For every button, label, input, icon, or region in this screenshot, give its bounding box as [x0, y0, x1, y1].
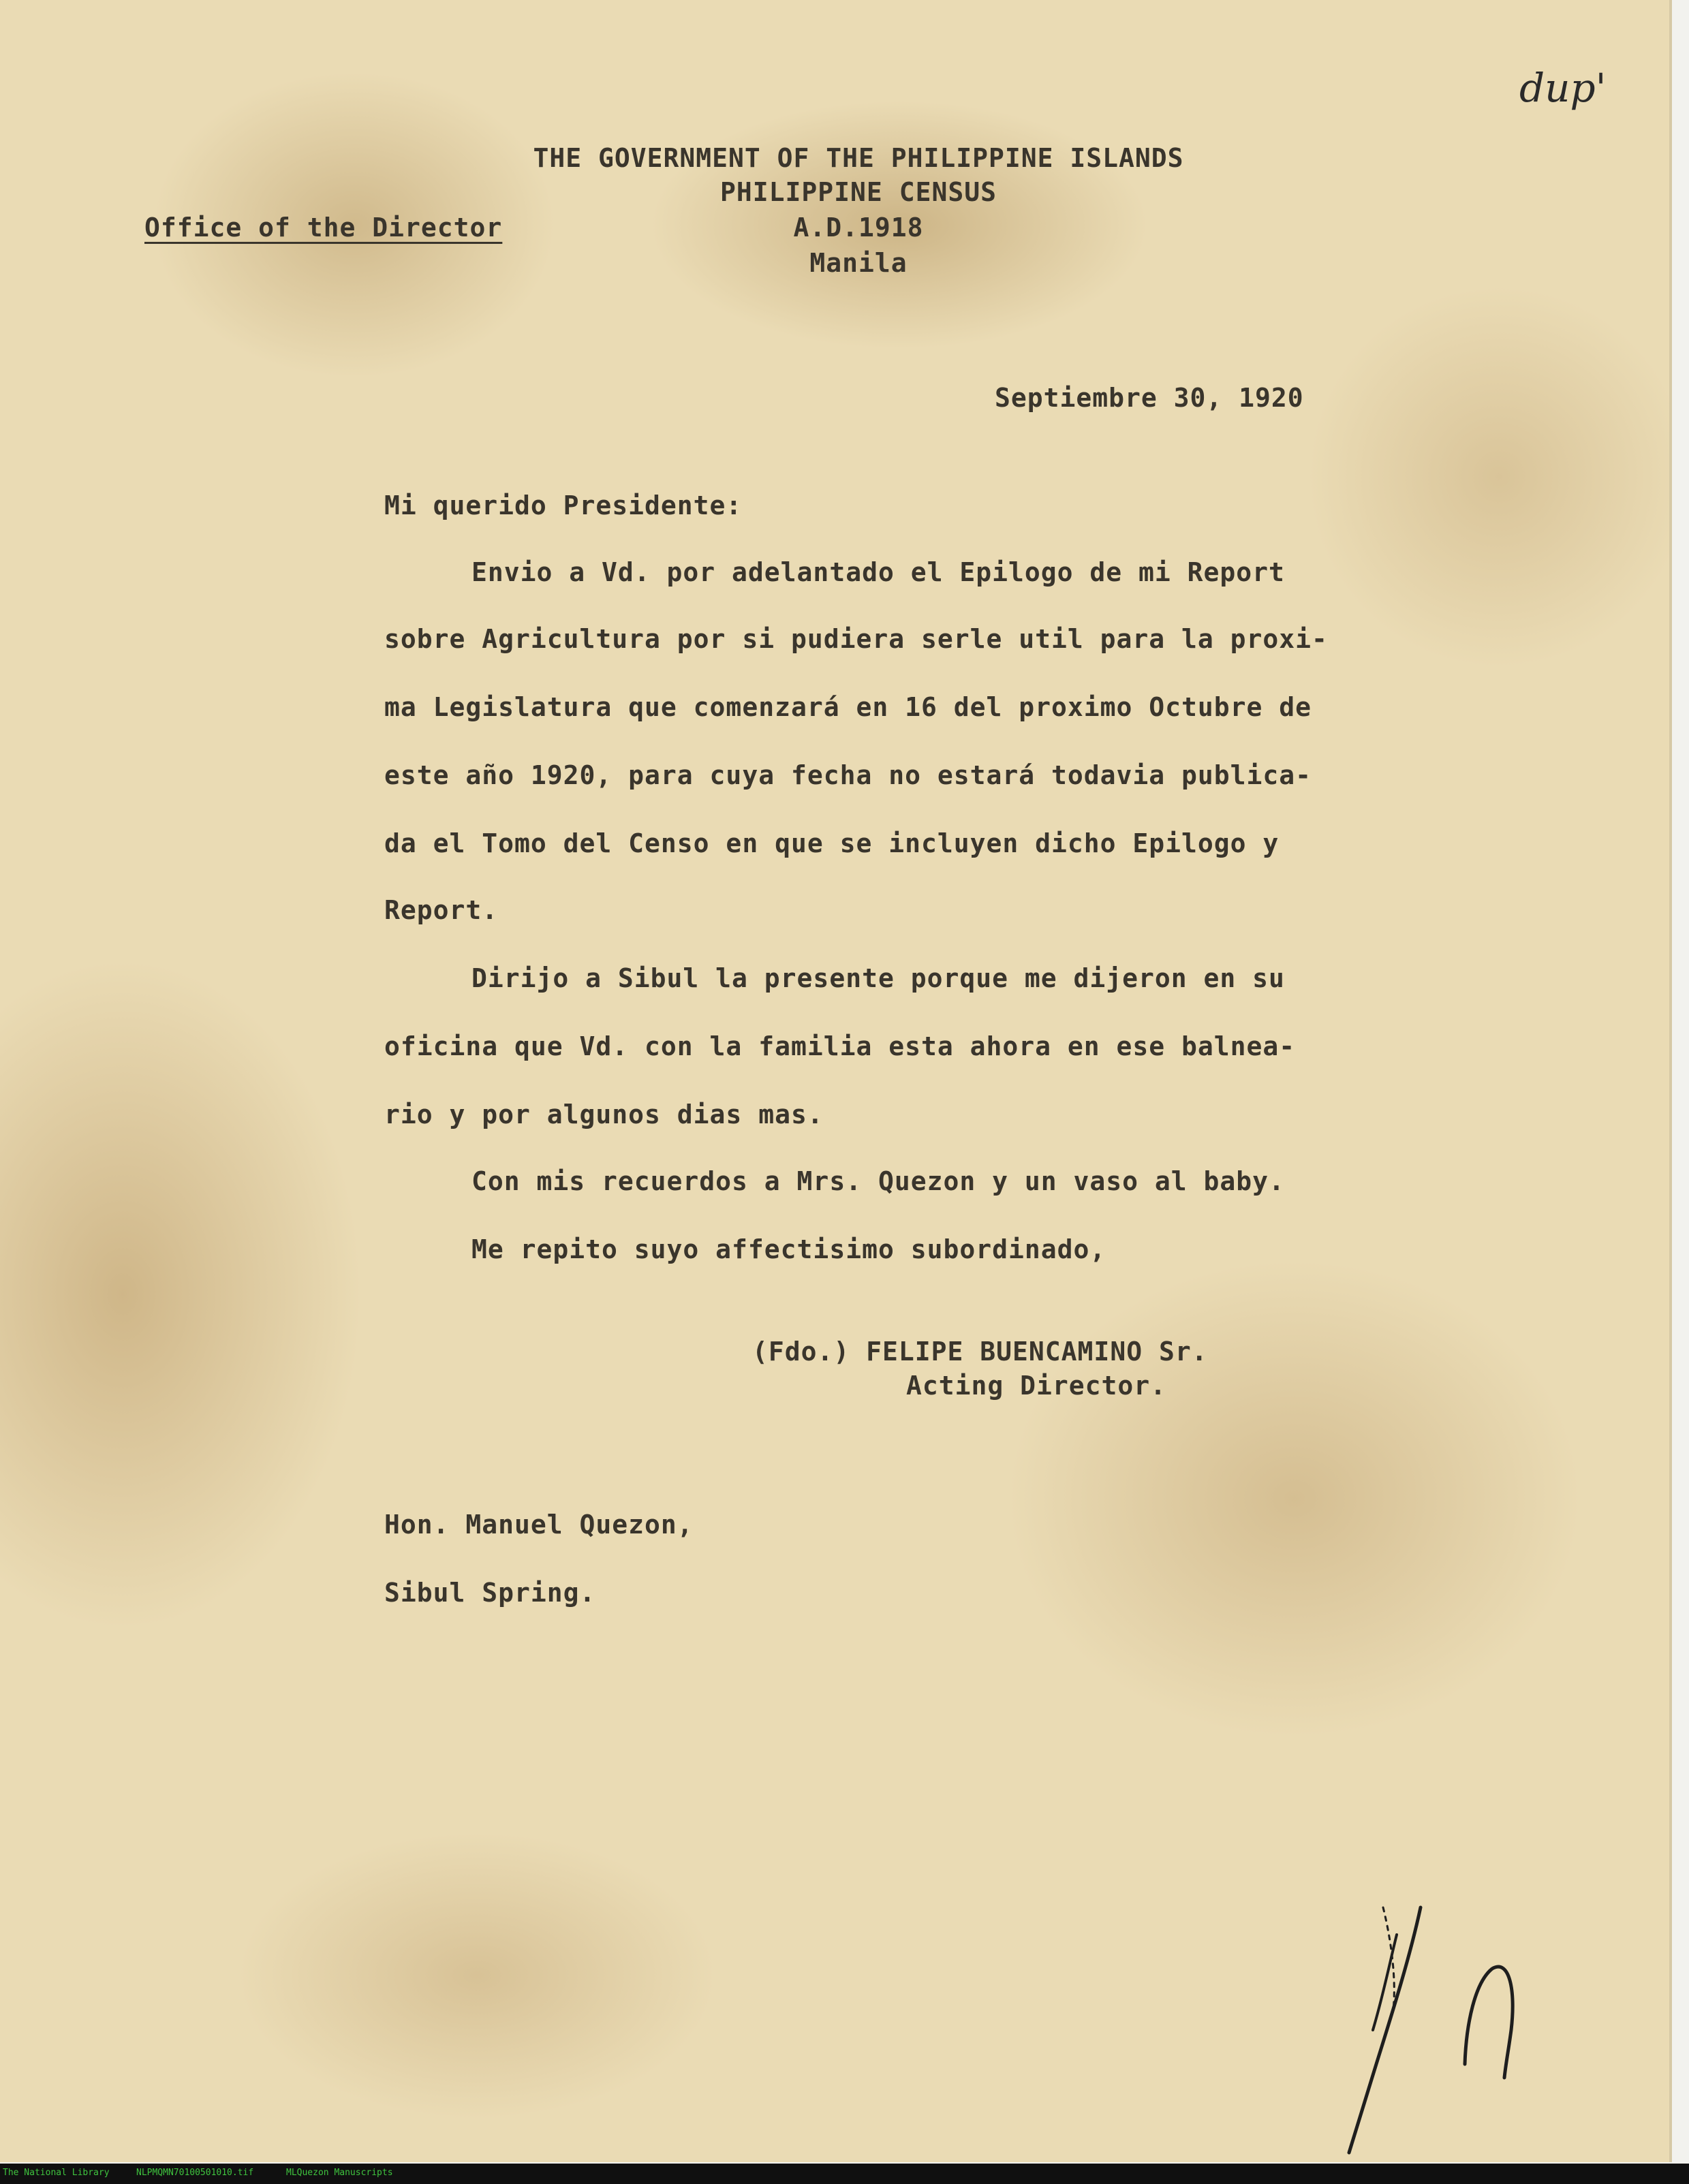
salutation: Mi querido Presidente: [384, 490, 743, 520]
body-line: sobre Agricultura por si pudiera serle util para la proxi- [384, 624, 1328, 654]
body-line: da el Tomo del Censo en que se incluyen dicho Epilogo y [384, 828, 1280, 858]
body-line: Me repito suyo affectisimo subordinado, [471, 1234, 1106, 1264]
body-line: oficina que Vd. con la familia esta ahora en ese balnea- [384, 1031, 1296, 1061]
signature-title: Acting Director. [906, 1371, 1167, 1401]
recipient-location: Sibul Spring. [384, 1578, 596, 1608]
recipient-name: Hon. Manuel Quezon, [384, 1510, 694, 1540]
letter-date: Septiembre 30, 1920 [995, 383, 1304, 413]
body-line: este año 1920, para cuya fecha no estará todavia publica- [384, 760, 1312, 790]
letterhead-line-government: THE GOVERNMENT OF THE PHILIPPINE ISLANDS [533, 143, 1184, 173]
body-line: Envio a Vd. por adelantado el Epilogo de mi Report [471, 557, 1285, 587]
body-line: Con mis recuerdos a Mrs. Quezon y un vaso al baby. [471, 1166, 1285, 1196]
letterhead-line-city: Manila [809, 248, 908, 278]
handwritten-annotation: dup' [1519, 65, 1607, 111]
footer-file: NLPMQMN70100501010.tif [136, 2168, 254, 2178]
signature-name: (Fdo.) FELIPE BUENCAMINO Sr. [752, 1337, 1208, 1367]
letterhead-line-year: A.D.1918 [793, 213, 924, 243]
body-line: rio y por algunos dias mas. [384, 1099, 824, 1129]
scan-footer [0, 2164, 1689, 2184]
body-line: Dirijo a Sibul la presente porque me dijeron en su [471, 963, 1285, 993]
handwritten-mark-icon [1281, 1894, 1567, 2166]
office-heading: Office of the Director [144, 213, 503, 243]
footer-library: The National Library [3, 2168, 110, 2178]
footer-collection: MLQuezon Manuscripts [286, 2168, 393, 2178]
body-line: Report. [384, 895, 499, 925]
body-line: ma Legislatura que comenzará en 16 del proximo Octubre de [384, 692, 1312, 722]
letterhead-line-census: PHILIPPINE CENSUS [720, 177, 997, 207]
